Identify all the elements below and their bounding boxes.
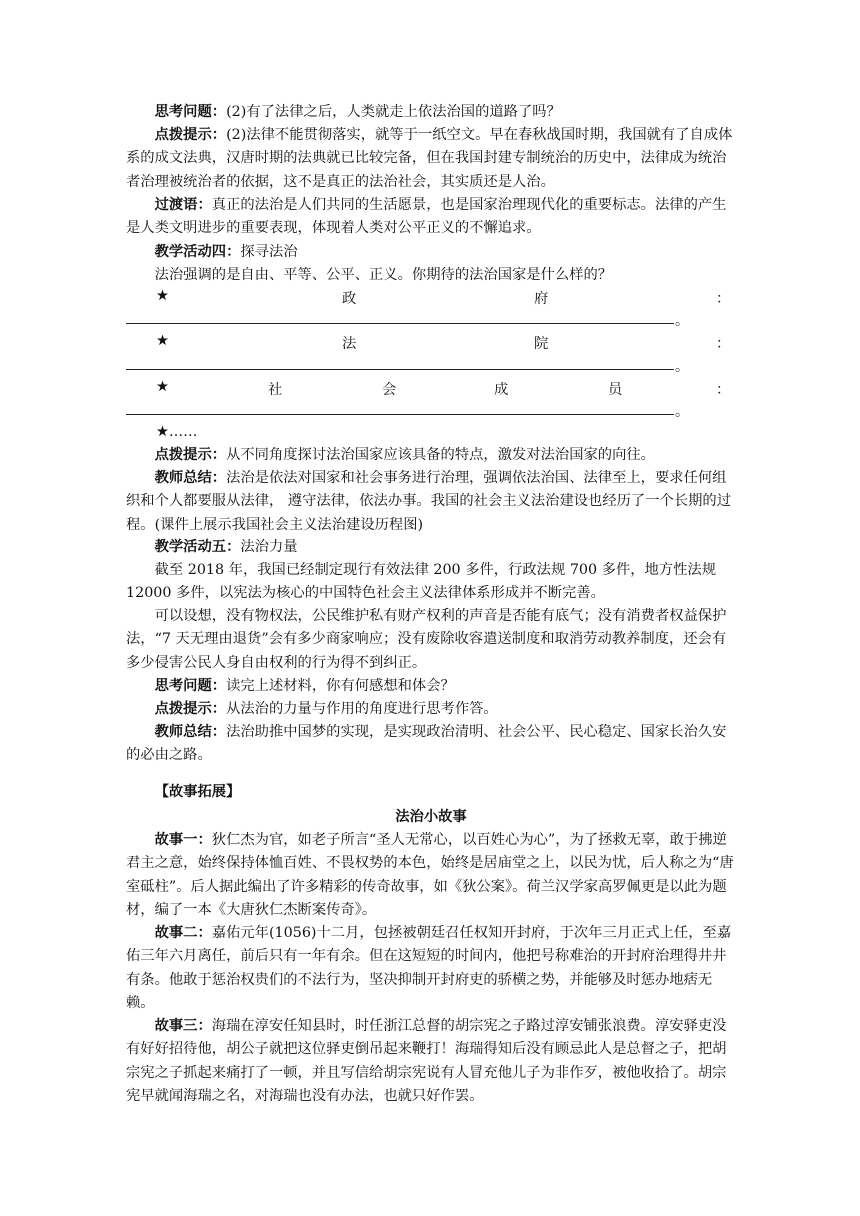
paragraph-text: (2)有了法律之后，人类就走上依法治国的道路了吗？: [226, 104, 561, 120]
star-icon: ★: [156, 333, 169, 349]
paragraph-text: 法治是依法对国家和社会事务进行治理，强调依法治国、法律至上，要求任何组织和个人都要服从法律， 遵守法律，依法办事。我国的社会主义法治建设也经历了一个长期的过程。(课件上展示我国社会主义法治建设历程图): [126, 470, 732, 533]
colon: ：: [716, 336, 731, 352]
activity-title: 探寻法治: [240, 244, 298, 260]
label-activity: 教学活动四：: [154, 244, 241, 260]
colon: ：: [716, 382, 731, 398]
period: 。: [675, 313, 689, 329]
think-question-2: [126, 675, 736, 698]
paragraph-text: 狄仁杰为官，如老子所言“圣人无常心，以百姓心为心”，为了拯救无辜，敢于拂逆君主之意，始终保持体恤百姓、不畏权势的本色，始终是居庙堂之上，以民为忧，后人称之为“唐室砥柱”。后人据此编出了许多精彩的传奇故事，如《狄公案》。荷兰汉学家高罗佩更是以此为题材，编了一本《大唐狄仁杰断案传奇》。: [126, 832, 734, 919]
paragraph-text: 可以设想，没有物权法，公民维护私有财产权利的声音是否能有底气；没有消费者权益保护法，“7 天无理由退货”会有多少商家响应；没有废除收容遣送制度和取消劳动教养制度，还会有多少侵害公民人身自由权利的行为得不到纠正。: [126, 608, 727, 671]
activity-title: 法治力量: [240, 539, 298, 555]
think-question-1: [126, 101, 736, 124]
paragraph-text: 海瑞在淳安任知县时，时任浙江总督的胡宗宪之子路过淳安铺张浪费。淳安驿吏没有好好招待他，胡公子就把这位驿吏倒吊起来鞭打！海瑞得知后没有顾忌此人是总督之子，把胡宗宪之子抓起来痛打了一顿，并且写信给胡宗宪说有人冒充他儿子为非作歹，被他收拾了。胡宗宪早就闻海瑞之名，对海瑞也没有办法，也就只好作罢。: [126, 1018, 727, 1105]
fill-row-society-members: [126, 379, 731, 401]
label-teacher-summary: 教师总结：: [154, 724, 227, 740]
period: 。: [675, 404, 689, 420]
transition-paragraph: [126, 194, 736, 241]
star-ellipsis: ★……: [156, 424, 198, 440]
activity-five-heading: [126, 536, 736, 559]
fill-label-char: 法: [342, 336, 357, 352]
hint-paragraph-3: [126, 698, 736, 721]
story-title: 法治小故事: [395, 809, 467, 825]
material-paragraph-2: [126, 605, 736, 675]
answer-line[interactable]: [126, 414, 674, 415]
paragraph-text: 法治强调的是自由、平等、公平、正义。你期待的法治国家是什么样的？: [154, 267, 613, 283]
period: 。: [675, 359, 689, 375]
fill-label-char: 府: [534, 291, 549, 307]
label-hint: 点拨提示：: [154, 447, 227, 463]
label-activity: 教学活动五：: [154, 539, 241, 555]
rule-of-law-prompt: [126, 264, 736, 287]
fill-label-char: 院: [534, 336, 549, 352]
label-think-question: 思考问题：: [154, 104, 227, 120]
material-paragraph-1: [126, 559, 736, 606]
fill-row-court: [126, 333, 731, 355]
paragraph-text: 法治助推中国梦的实现，是实现政治清明、社会公平、民心稳定、国家长治久安的必由之路。: [126, 724, 727, 764]
hint-paragraph-1: [126, 124, 736, 194]
paragraph-text: 真正的法治是人们共同的生活愿景，也是国家治理现代化的重要标志。法律的产生是人类文明进步的重要表现，体现着人类对公平正义的不懈追求。: [126, 197, 727, 237]
section-heading-story: [126, 781, 736, 804]
teacher-summary-1: [126, 467, 736, 537]
hint-paragraph-2: [126, 444, 736, 467]
paragraph-text: 读完上述材料，你有何感想和体会？: [226, 678, 455, 694]
answer-line[interactable]: [126, 323, 674, 324]
label-hint: 点拨提示：: [154, 701, 227, 717]
answer-line[interactable]: [126, 369, 674, 370]
story-title-block: [126, 806, 736, 829]
story-one: [126, 829, 736, 923]
label-hint: 点拨提示：: [154, 127, 227, 143]
paragraph-text: 截至 2018 年，我国已经制定现行有效法律 200 多件，行政法规 700 多件，地方性法规 12000 多件，以宪法为核心的中国特色社会主义法律体系形成并不断完善。: [126, 562, 717, 602]
star-icon: ★: [156, 288, 169, 304]
paragraph-text: (2)法律不能贯彻落实，就等于一纸空文。早在春秋战国时期，我国就有了自成体系的成文法典，汉唐时期的法典就已比较完备，但在我国封建专制统治的历史中，法律成为统治者治理被统治者的依据，这不是真正的法治社会，其实质还是人治。: [126, 127, 733, 190]
fill-label-char: 员: [608, 382, 623, 398]
label-teacher-summary: 教师总结：: [154, 470, 227, 486]
paragraph-text: 嘉佑元年(1056)十二月，包拯被朝廷召任权知开封府，于次年三月正式上任，至嘉佑三年六月离任，前后只有一年有余。但在这短短的时间内，他把号称难治的开封府治理得井井有条。他敢于惩治权贵们的不法行为，坚决抑制开封府吏的骄横之势，并能够及时惩办地痞无赖。: [126, 925, 732, 1012]
story-three: [126, 1015, 736, 1109]
teacher-summary-2: [126, 721, 736, 768]
story-two: [126, 922, 736, 1016]
label-story: 故事一：: [154, 832, 212, 848]
label-story: 故事三：: [154, 1018, 212, 1034]
label-story: 故事二：: [154, 925, 212, 941]
fill-row-government: [126, 288, 731, 310]
fill-label-char: 成: [494, 382, 509, 398]
activity-four-heading: [126, 241, 736, 264]
paragraph-text: 从法治的力量与作用的角度进行思考作答。: [226, 701, 498, 717]
fill-label-char: 政: [342, 291, 357, 307]
paragraph-text: 从不同角度探讨法治国家应该具备的特点，激发对法治国家的向往。: [226, 447, 655, 463]
label-transition: 过渡语：: [154, 197, 212, 213]
colon: ：: [716, 291, 731, 307]
fill-row-more: [126, 424, 726, 446]
star-icon: ★: [156, 379, 169, 395]
fill-label-char: 会: [382, 382, 397, 398]
label-think-question: 思考问题：: [154, 678, 227, 694]
section-title: 【故事拓展】: [154, 784, 241, 800]
fill-label-char: 社: [268, 382, 283, 398]
